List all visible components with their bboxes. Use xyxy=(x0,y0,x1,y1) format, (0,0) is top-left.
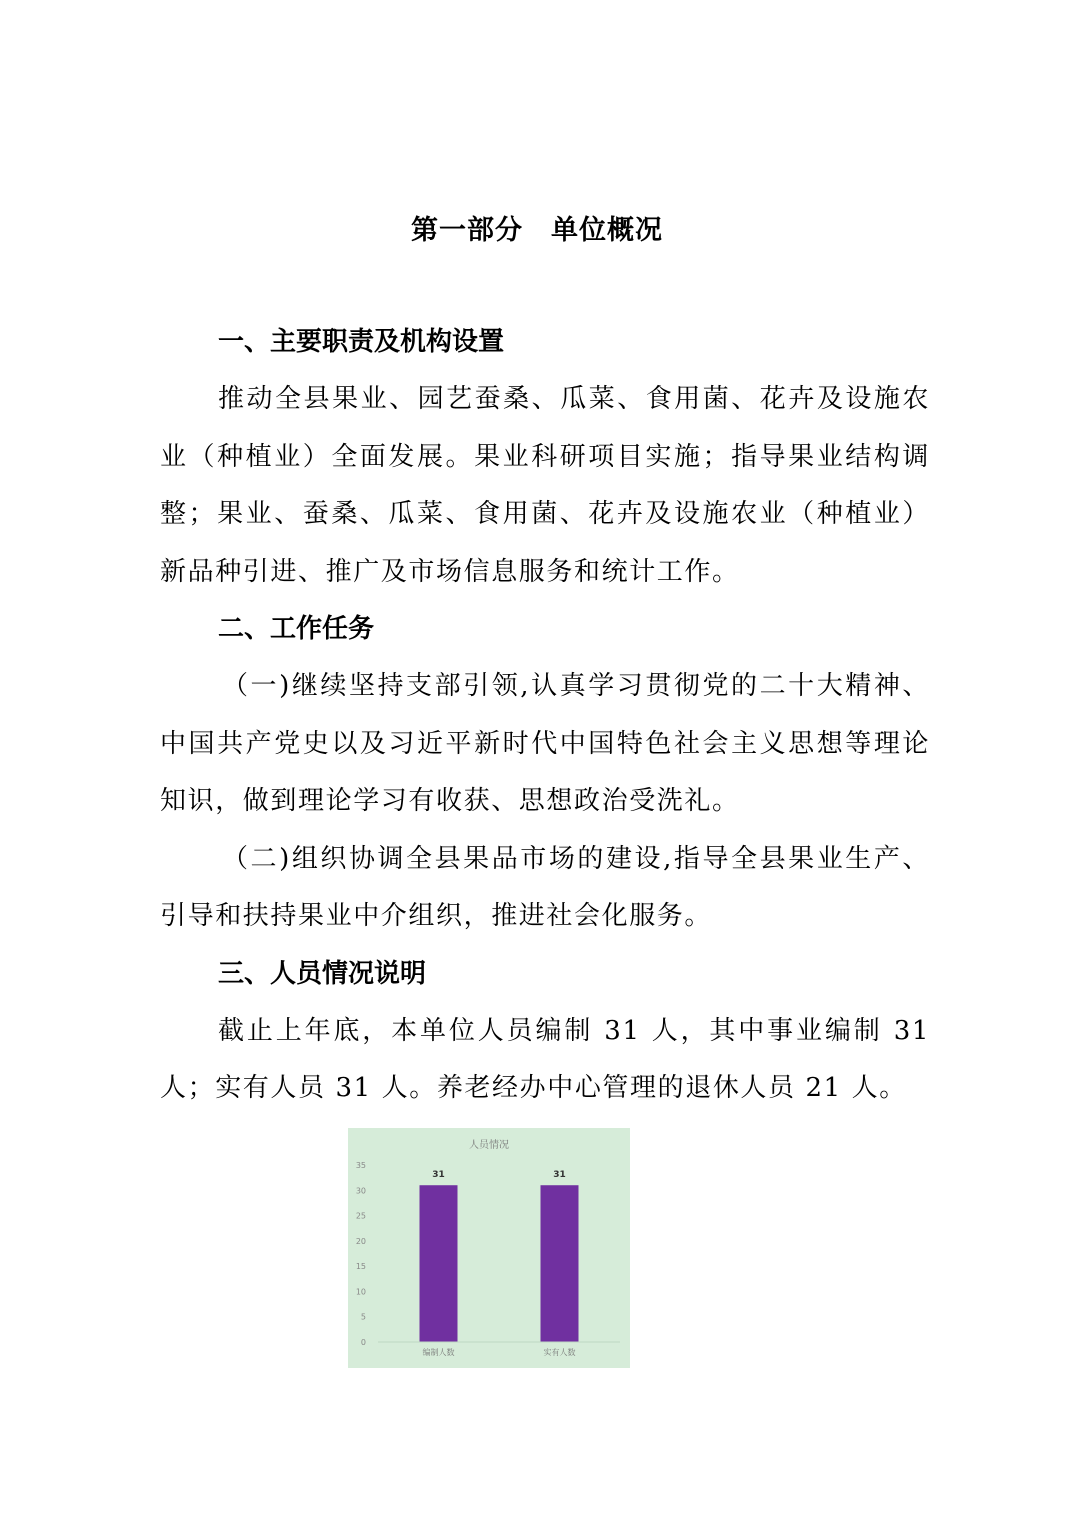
bar-data-label: 31 xyxy=(432,1170,445,1181)
x-tick-label: 实有人数 xyxy=(543,1348,576,1357)
y-tick-label: 0 xyxy=(360,1338,366,1347)
section-heading-tasks: 二、工作任务 xyxy=(218,614,375,644)
task-paragraph-2: （二)组织协调全县果品市场的建设,指导全县果业生产、引导和扶持果业中介组织，推进社会化服务。 xyxy=(160,843,930,931)
staff-paragraph: 截止上年底，本单位人员编制 31 人，其中事业编制 31 人；实有人员 31 人。养老经办中心管理的退休人员 21 人。 xyxy=(160,1015,930,1103)
bar xyxy=(541,1185,579,1342)
bar xyxy=(420,1185,458,1342)
duties-paragraph: 推动全县果业、园艺蚕桑、瓜菜、食用菌、花卉及设施农业（种植业）全面发展。果业科研项目实施；指导果业结构调整；果业、蚕桑、瓜菜、食用菌、花卉及设施农业（种植业）新品种引进、推广及市场信息服务和统计工作。 xyxy=(160,384,930,587)
title-part: 第一部分 xyxy=(411,215,523,246)
bar-data-label: 31 xyxy=(553,1170,566,1181)
task-paragraph-1: （一)继续坚持支部引领,认真学习贯彻党的二十大精神、中国共产党史以及习近平新时代中国特色社会主义思想等理论知识，做到理论学习有收获、思想政治受洗礼。 xyxy=(160,671,930,816)
y-tick-label: 35 xyxy=(355,1161,366,1170)
chart-svg xyxy=(348,1128,630,1368)
y-tick-label: 15 xyxy=(355,1262,366,1272)
x-tick-label: 编制人数 xyxy=(422,1348,455,1357)
page-title xyxy=(0,208,1074,247)
document-body xyxy=(160,314,930,1118)
title-name: 单位概况 xyxy=(551,215,663,246)
y-tick-label: 20 xyxy=(355,1236,366,1246)
x-axis xyxy=(378,1342,620,1357)
bar-group xyxy=(420,1170,579,1342)
y-tick-label: 10 xyxy=(355,1287,366,1297)
section-heading-duties: 一、主要职责及机构设置 xyxy=(218,327,505,357)
y-tick-label: 30 xyxy=(355,1186,366,1196)
y-tick-label: 5 xyxy=(360,1312,366,1322)
y-tick-label: 25 xyxy=(355,1211,366,1221)
staff-bar-chart xyxy=(348,1128,630,1368)
section-heading-staff: 三、人员情况说明 xyxy=(218,958,427,989)
y-axis xyxy=(356,1161,366,1347)
chart-title: 人员情况 xyxy=(469,1140,509,1151)
